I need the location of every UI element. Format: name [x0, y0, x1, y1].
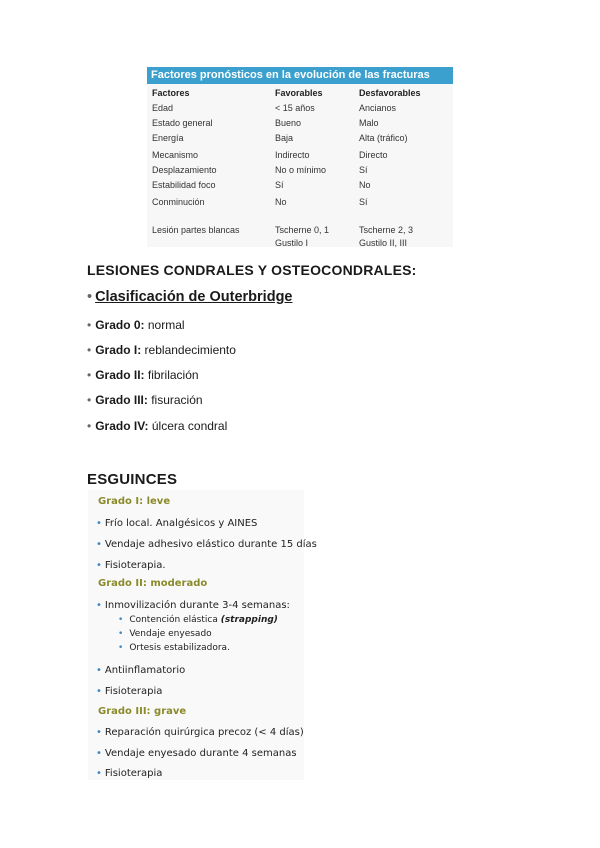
list-item — [96, 600, 290, 611]
list-item — [96, 665, 185, 676]
table-row — [147, 102, 453, 115]
bullet: • — [96, 665, 102, 676]
table-cell: Lesión partes blancas — [152, 225, 240, 235]
bullet: • — [87, 419, 92, 433]
grade-item — [87, 343, 236, 357]
item-text: Vendaje adhesivo elástico durante 15 días — [104, 539, 317, 550]
grade-label: Grado 0: — [95, 318, 145, 332]
grade-item — [87, 318, 185, 332]
header-cell: Favorables — [275, 88, 323, 98]
table-cell: Sí — [275, 180, 284, 190]
grade2-title: Grado II: moderado — [98, 578, 208, 589]
table-cell: Edad — [152, 103, 174, 113]
bullet: • — [87, 343, 92, 357]
item-text: Vendaje enyesado durante 4 semanas — [104, 748, 297, 759]
table-cell: Conminución — [152, 197, 205, 207]
item-text: Ortesis estabilizadora. — [129, 643, 230, 653]
list-item — [96, 560, 166, 571]
table-title: Factores pronósticos en la evolución de las fracturas — [147, 67, 453, 84]
bullet: • — [96, 560, 102, 571]
condral-heading: LESIONES CONDRALES Y OSTEOCONDRALES: — [87, 262, 417, 278]
grade-label: Grado III: — [95, 393, 148, 407]
table-row — [147, 132, 453, 145]
item-text: Antiinflamatorio — [104, 665, 186, 676]
bullet: • — [118, 629, 124, 639]
grade-text: úlcera condral — [148, 419, 228, 433]
table-cell: Estabilidad foco — [152, 180, 216, 190]
bullet: • — [96, 686, 102, 697]
grade3-title: Grado III: grave — [98, 706, 187, 717]
table-cell: Estado general — [152, 118, 213, 128]
list-item — [96, 748, 297, 759]
grade-text: normal — [144, 318, 185, 332]
grade-text: fisuración — [147, 393, 203, 407]
table-row — [147, 164, 453, 177]
table-cell: No — [275, 197, 287, 207]
list-item — [96, 768, 162, 779]
table-row — [147, 196, 453, 209]
bullet: • — [96, 518, 102, 529]
outerbridge-title — [87, 289, 293, 305]
list-item — [96, 727, 304, 738]
table-cell: Gustilo II, III — [359, 238, 408, 248]
table-cell: Indirecto — [275, 150, 310, 160]
table-row — [147, 237, 453, 250]
sub-item — [118, 643, 230, 653]
grade1-title: Grado I: leve — [98, 496, 171, 507]
list-item — [96, 518, 257, 529]
bullet: • — [87, 368, 92, 382]
grade-text: reblandecimiento — [141, 343, 236, 357]
table-cell: Sí — [359, 197, 368, 207]
item-text: Frío local. Analgésicos y AINES — [104, 518, 258, 529]
grade-label: Grado II: — [95, 368, 145, 382]
bullet: • — [118, 643, 124, 653]
table-cell: Desplazamiento — [152, 165, 217, 175]
table-cell: Malo — [359, 118, 379, 128]
item-emphasis: (strapping) — [220, 615, 278, 625]
bullet: • — [96, 727, 102, 738]
list-item — [96, 686, 162, 697]
table-row — [147, 117, 453, 130]
bullet: • — [96, 600, 102, 611]
outerbridge-title-text: Clasificación de Outerbridge — [95, 289, 293, 305]
table-cell: Energía — [152, 133, 184, 143]
bullet: • — [96, 539, 102, 550]
bullet: • — [96, 768, 102, 779]
grade-item — [87, 419, 227, 433]
table-header-row — [147, 87, 453, 100]
table-cell: Ancianos — [359, 103, 397, 113]
table-cell: Tscherne 0, 1 — [275, 225, 330, 235]
table-cell: Gustilo I — [275, 238, 309, 248]
table-cell: Bueno — [275, 118, 302, 128]
table-cell: Mecanismo — [152, 150, 199, 160]
prognostic-factors-table — [147, 67, 453, 247]
table-cell: No o mínimo — [275, 165, 327, 175]
bullet: • — [118, 615, 124, 625]
item-text: Fisioterapia — [104, 686, 163, 697]
sub-item — [118, 629, 212, 639]
list-item — [96, 539, 317, 550]
table-row — [147, 179, 453, 192]
table-cell: < 15 años — [275, 103, 315, 113]
table-row — [147, 149, 453, 162]
grade-label: Grado I: — [95, 343, 142, 357]
item-text: Contención elástica — [129, 615, 221, 625]
bullet: • — [87, 318, 92, 332]
header-cell: Desfavorables — [359, 88, 421, 98]
table-cell: Tscherne 2, 3 — [359, 225, 414, 235]
bullet: • — [87, 289, 93, 305]
sub-item — [118, 615, 278, 625]
grade-label: Grado IV: — [95, 419, 149, 433]
item-text: Reparación quirúrgica precoz (< 4 días) — [104, 727, 304, 738]
bullet: • — [96, 748, 102, 759]
grade-text: fibrilación — [144, 368, 199, 382]
header-cell: Factores — [152, 88, 190, 98]
table-cell: Directo — [359, 150, 388, 160]
grade-item — [87, 393, 203, 407]
table-row — [147, 224, 453, 237]
grade-item — [87, 368, 199, 382]
item-text: Vendaje enyesado — [129, 629, 212, 639]
bullet: • — [87, 393, 92, 407]
table-cell: Alta (tráfico) — [359, 133, 408, 143]
item-text: Fisioterapia. — [104, 560, 166, 571]
item-text: Inmovilización durante 3-4 semanas: — [104, 600, 290, 611]
item-text: Fisioterapia — [104, 768, 163, 779]
sprains-heading: ESGUINCES — [87, 471, 178, 488]
sprains-panel — [88, 490, 317, 780]
table-cell: Sí — [359, 165, 368, 175]
table-cell: No — [359, 180, 371, 190]
table-cell: Baja — [275, 133, 294, 143]
